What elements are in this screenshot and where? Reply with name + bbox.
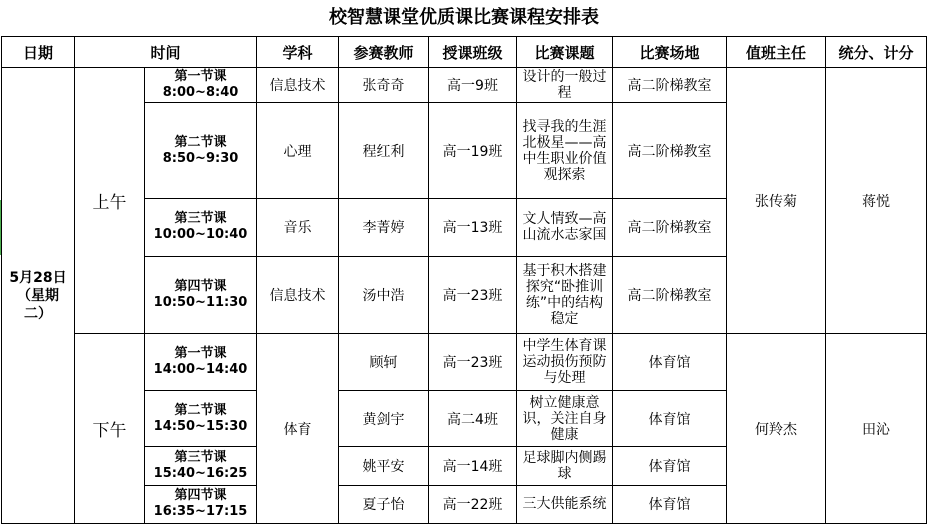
topic-cell: 找寻我的生涯北极星——高中生职业价值观探索: [517, 103, 613, 199]
header-class: 授课班级: [429, 37, 517, 68]
header-teacher: 参赛教师: [339, 37, 429, 68]
period-cell: 第三节课 15:40~16:25: [145, 447, 257, 485]
class-cell: 高一9班: [429, 68, 517, 103]
afternoon-scoring: 田沁: [826, 334, 927, 524]
header-date: 日期: [2, 37, 75, 68]
afternoon-head-teacher: 何羚杰: [727, 334, 826, 524]
table-row: [2, 334, 927, 390]
period-cell: 第一节课 8:00~8:40: [145, 68, 257, 103]
class-cell: 高一23班: [429, 256, 517, 334]
period-cell: 第一节课 14:00~14:40: [145, 334, 257, 390]
teacher-cell: 顾轲: [339, 334, 429, 390]
subject-cell: 心理: [257, 103, 339, 199]
class-cell: 高一14班: [429, 447, 517, 485]
topic-cell: 树立健康意识，关注自身健康: [517, 390, 613, 446]
period-cell: 第四节课 16:35~17:15: [145, 485, 257, 523]
morning-scoring: 蒋悦: [826, 68, 927, 334]
afternoon-label: 下午: [75, 334, 145, 524]
subject-cell: 信息技术: [257, 256, 339, 334]
period-cell: 第二节课 8:50~9:30: [145, 103, 257, 199]
page-title: 校智慧课堂优质课比赛课程安排表: [329, 7, 599, 28]
teacher-cell: 程红利: [339, 103, 429, 199]
teacher-cell: 张奇奇: [339, 68, 429, 103]
teacher-cell: 汤中浩: [339, 256, 429, 334]
venue-cell: 高二阶梯教室: [613, 68, 727, 103]
header-subject: 学科: [257, 37, 339, 68]
class-cell: 高二4班: [429, 390, 517, 446]
venue-cell: 体育馆: [613, 390, 727, 446]
date-cell: 5月28日 （星期 二）: [2, 68, 75, 524]
venue-cell: 体育馆: [613, 485, 727, 523]
venue-cell: 体育馆: [613, 447, 727, 485]
period-cell: 第四节课 10:50~11:30: [145, 256, 257, 334]
header-time: 时间: [75, 37, 257, 68]
teacher-cell: 李菁婷: [339, 199, 429, 257]
morning-label: 上午: [75, 68, 145, 334]
topic-cell: 文人情致—高山流水志家国: [517, 199, 613, 257]
teacher-cell: 夏子怡: [339, 485, 429, 523]
table-row: [2, 68, 927, 103]
venue-cell: 高二阶梯教室: [613, 256, 727, 334]
teacher-cell: 黄剑宇: [339, 390, 429, 446]
header-topic: 比赛课题: [517, 37, 613, 68]
venue-cell: 高二阶梯教室: [613, 103, 727, 199]
class-cell: 高一23班: [429, 334, 517, 390]
afternoon-subject: 体育: [257, 334, 339, 524]
header-head-teacher: 值班主任: [727, 37, 826, 68]
header-scoring: 统分、计分: [826, 37, 927, 68]
header-venue: 比赛场地: [613, 37, 727, 68]
period-cell: 第三节课 10:00~10:40: [145, 199, 257, 257]
topic-cell: 设计的一般过程: [517, 68, 613, 103]
period-cell: 第二节课 14:50~15:30: [145, 390, 257, 446]
venue-cell: 体育馆: [613, 334, 727, 390]
subject-cell: 音乐: [257, 199, 339, 257]
class-cell: 高一13班: [429, 199, 517, 257]
teacher-cell: 姚平安: [339, 447, 429, 485]
topic-cell: 中学生体育课运动损伤预防与处理: [517, 334, 613, 390]
topic-cell: 基于积木搭建探究“卧推训练”中的结构稳定: [517, 256, 613, 334]
subject-cell: 信息技术: [257, 68, 339, 103]
topic-cell: 足球脚内侧踢球: [517, 447, 613, 485]
class-cell: 高一22班: [429, 485, 517, 523]
morning-head-teacher: 张传菊: [727, 68, 826, 334]
schedule-table: [1, 36, 927, 524]
venue-cell: 高二阶梯教室: [613, 199, 727, 257]
class-cell: 高一19班: [429, 103, 517, 199]
topic-cell: 三大供能系统: [517, 485, 613, 523]
header-row: [2, 37, 927, 68]
